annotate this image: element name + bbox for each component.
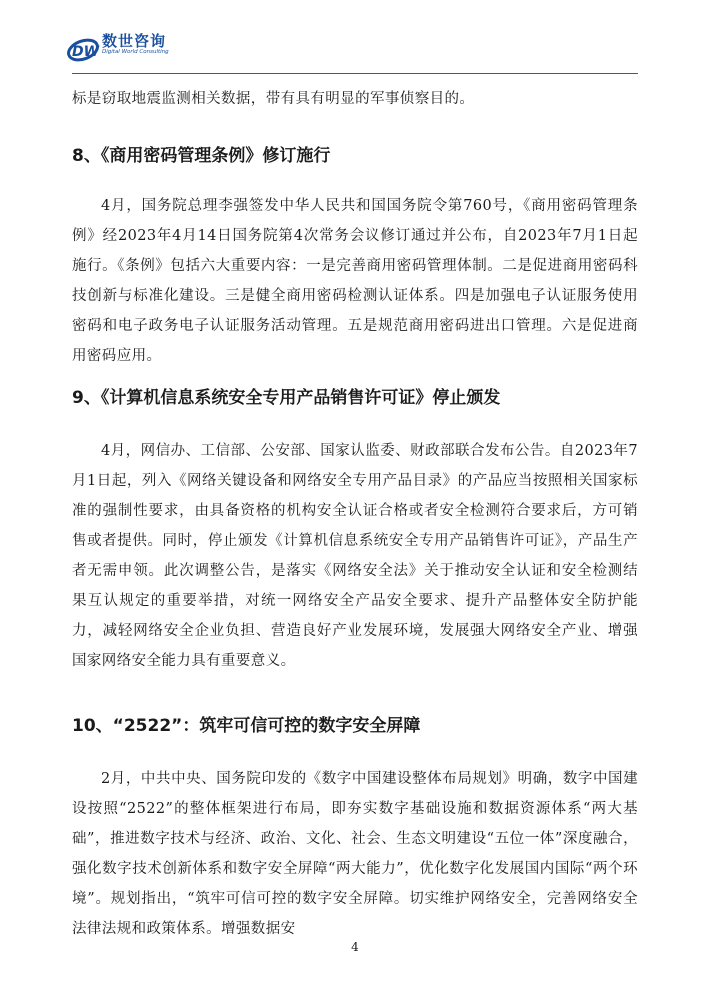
logo-name: 数世咨询 [102, 32, 167, 50]
company-logo [66, 30, 206, 70]
section-10-heading: 10、“2522”：筑牢可信可控的数字安全屏障 [72, 716, 421, 736]
section-9-heading: 9、《计算机信息系统安全专用产品销售许可证》停止颁发 [72, 388, 501, 408]
logo-subtitle: Digital World Consulting [102, 49, 169, 55]
dw-logo-icon [66, 32, 102, 68]
svg-text:DW: DW [72, 44, 100, 60]
section-8-paragraph: 4月，国务院总理李强签发中华人民共和国国务院令第760号，《商用密码管理条例》经2023年4月14日国务院第4次常务会议修订通过并公布，自2023年7月1日起施行。《条例》包括六大重要内容：一是完善商用密码管理体制。二是促进商用密码科技创新与标准化建设。三是健全商用密码检测认证体系。四是加强电子认证服务使用密码和电子政务电子认证服务活动管理。五是规范商用密码进出口管理。六是促进商用密码应用。 [72, 198, 638, 364]
continuation-paragraph: 标是窃取地震监测相关数据，带有具有明显的军事侦察目的。 [72, 91, 475, 107]
section-8-heading: 8、《商用密码管理条例》修订施行 [72, 146, 331, 166]
header-divider [72, 73, 638, 74]
section-9-paragraph: 4月，网信办、工信部、公安部、国家认监委、财政部联合发布公告。自2023年7月1日起，列入《网络关键设备和网络安全专用产品目录》的产品应当按照相关国家标准的强制性要求，由具备资格的机构安全认证合格或者安全检测符合要求后，方可销售或者提供。同时，停止颁发《计算机信息系统安全专用产品销售许可证》，产品生产者无需申领。此次调整公告，是落实《网络安全法》关于推动安全认证和安全检测结果互认规定的重要举措，对统一网络安全产品安全要求、提升产品整体安全防护能力，减轻网络安全企业负担、营造良好产业发展环境，发展强大网络安全产业、增强国家网络安全能力具有重要意义。 [72, 443, 638, 669]
section-10-paragraph: 2月，中共中央、国务院印发的《数字中国建设整体布局规划》明确，数字中国建设按照“2522”的整体框架进行布局，即夯实数字基础设施和数据资源体系“两大基础”，推进数字技术与经济、政治、文化、社会、生态文明建设“五位一体”深度融合，强化数字技术创新体系和数字安全屏障“两大能力”，优化数字化发展国内国际“两个环境”。规划指出，“筑牢可信可控的数字安全屏障。切实维护网络安全，完善网络安全法律法规和政策体系。增强数据安 [72, 771, 638, 937]
page-number: 4 [351, 940, 359, 954]
